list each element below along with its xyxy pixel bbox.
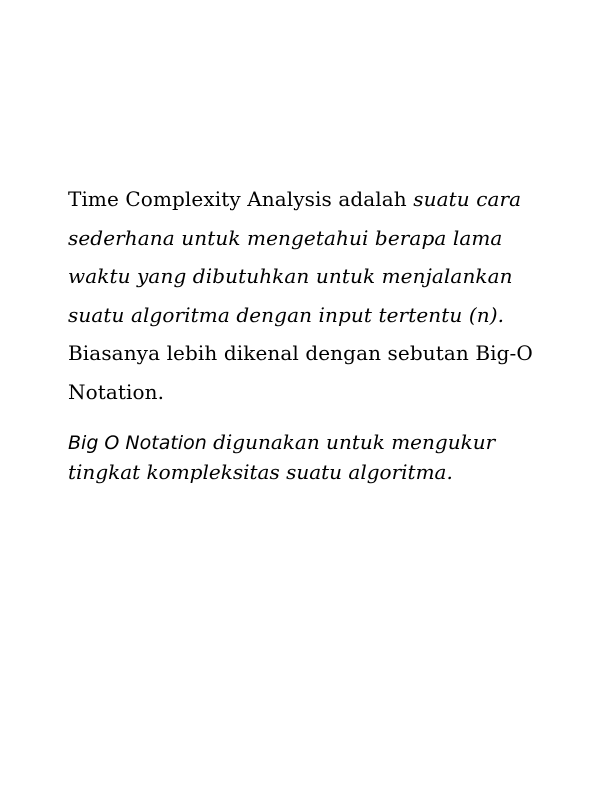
paragraph-text-italic: digunakan untuk mengukur [206,430,496,454]
paragraph-text-italic: suatu cara [413,187,522,211]
paragraph-line: sederhana untuk mengetahui berapa lama [68,225,503,250]
paragraph-time-complexity [68,180,588,411]
paragraph-line: waktu yang dibutuhkan untuk menjalankan [68,264,513,288]
paragraph-line: tingkat kompleksitas suatu algoritma. [68,460,453,484]
paragraph-line: Biasanya lebih dikenal dengan sebutan Big-O [68,341,533,365]
paragraph-line [68,428,588,458]
big-o-term: Big O Notation [68,432,207,454]
paragraph-line [68,180,588,219]
paragraph-line: suatu algoritma dengan input tertentu (n). [68,302,505,327]
paragraph-big-o [68,428,588,487]
paragraph-text: Time Complexity Analysis adalah [68,187,414,211]
paragraph-line: Notation. [68,379,165,404]
